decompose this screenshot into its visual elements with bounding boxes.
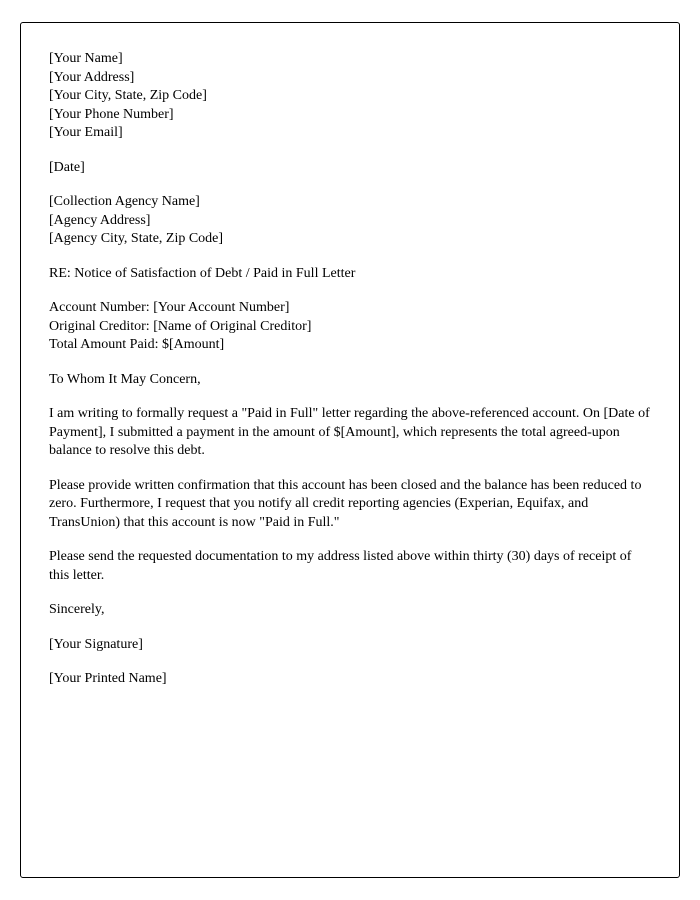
body-paragraph-1: I am writing to formally request a "Paid in Full" letter regarding the above-referenced account. On [Date of Payment], I submitted a payment in the amount of $[Amount], which represents the total agreed-upon balance to resolve this debt. [49, 406, 650, 458]
salutation-block [49, 371, 651, 390]
recipient-agency-name: [Collection Agency Name] [49, 194, 200, 209]
recipient-agency-address: [Agency Address] [49, 212, 151, 228]
printed-name-placeholder: [Your Printed Name] [49, 671, 167, 686]
sender-name: [Your Name] [49, 51, 123, 66]
account-number-line: Account Number: [Your Account Number] [49, 300, 290, 315]
body-paragraph-2: Please provide written confirmation that this account has been closed and the balance has been reduced to zero. Furthermore, I request that you notify all credit reporting agencies (Experian, Equifax, and TransUnion) that this account is now "Paid in Full." [49, 477, 642, 530]
recipient-agency-city-state-zip: [Agency City, State, Zip Code] [49, 231, 224, 246]
signature-block [49, 636, 651, 655]
signature-placeholder: [Your Signature] [49, 636, 143, 652]
subject-line: RE: Notice of Satisfaction of Debt / Paid in Full Letter [49, 265, 356, 281]
sender-address-block [49, 50, 651, 143]
closing: Sincerely, [49, 602, 105, 617]
account-details-block [49, 299, 651, 355]
printed-name-block [49, 670, 651, 689]
sender-phone: [Your Phone Number] [49, 106, 174, 122]
sender-address: [Your Address] [49, 69, 135, 85]
original-creditor-line: Original Creditor: [Name of Original Creditor] [49, 318, 312, 334]
subject-line-block [49, 265, 651, 284]
letter-page [20, 22, 680, 878]
body-paragraph-3: Please send the requested documentation to my address listed above within thirty (30) days of receipt of this letter. [49, 549, 632, 583]
letter-date: [Date] [49, 159, 85, 175]
date-block [49, 159, 651, 178]
sender-email: [Your Email] [49, 125, 123, 140]
recipient-address-block [49, 193, 651, 249]
salutation: To Whom It May Concern, [49, 371, 201, 387]
sender-city-state-zip: [Your City, State, Zip Code] [49, 88, 207, 103]
total-amount-paid-line: Total Amount Paid: $[Amount] [49, 337, 225, 352]
closing-block [49, 601, 651, 620]
